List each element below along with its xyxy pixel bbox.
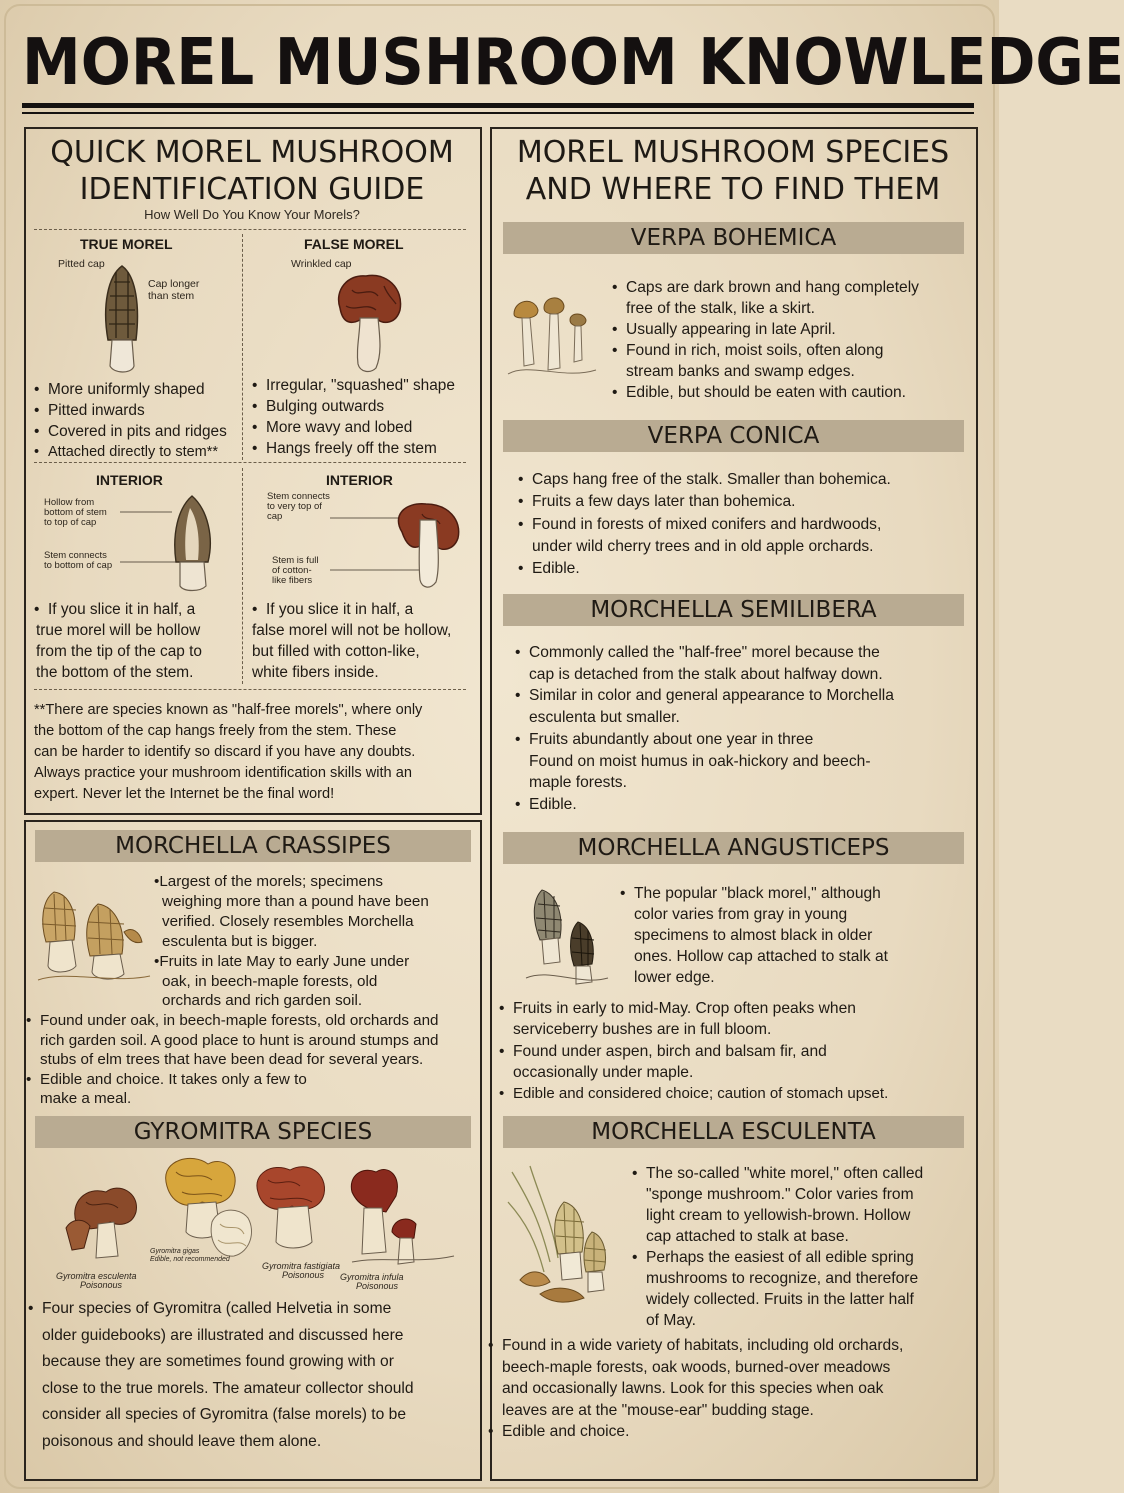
gyromitra-line: because they are sometimes found growing with or: [42, 1353, 394, 1371]
verpa-bohemica-title: VERPA BOHEMICA: [503, 222, 964, 254]
gyromitra-caption-line: Edible, not recommended: [150, 1256, 230, 1263]
false-morel-header: FALSE MOREL: [304, 236, 404, 252]
verpa-bohemica-line: stream banks and swamp edges.: [626, 363, 855, 380]
guide-footnote-line: expert. Never let the Internet be the final word!: [34, 786, 335, 802]
gyromitra-title: GYROMITRA SPECIES: [35, 1116, 471, 1148]
morchella-angusticeps-title: MORCHELLA ANGUSTICEPS: [503, 832, 964, 864]
morchella-angusticeps-side-line: ones. Hollow cap attached to stalk at: [634, 948, 888, 965]
false-morel-trait: • Irregular, "squashed" shape: [250, 375, 472, 396]
interior-true-header: INTERIOR: [96, 472, 163, 488]
gyromitra-infula-caption: [340, 1273, 404, 1291]
species-heading-line1: MOREL MUSHROOM SPECIES: [516, 135, 950, 170]
gyromitra-gigas-caption: [150, 1248, 230, 1264]
guide-footnote-line: the bottom of the cap hangs freely from the stem. These: [34, 723, 397, 739]
guide-footnote: [34, 700, 474, 805]
true-morel-header: TRUE MOREL: [80, 236, 173, 252]
morchella-semilibera-line: cap is detached from the stalk about halfway down.: [529, 665, 883, 683]
true-morel-cap-label: Pitted cap: [58, 258, 105, 270]
morchella-angusticeps-line: • Found under aspen, birch and balsam fir, and: [497, 1041, 971, 1062]
gyromitra-line: consider all species of Gyromitra (false morels) to be: [42, 1406, 406, 1424]
title-rule-thin: [22, 112, 974, 114]
morchella-angusticeps-side-line: color varies from gray in young: [634, 906, 848, 923]
verpa-conica-line: • Found in forests of mixed conifers and hardwoods,: [516, 514, 966, 536]
interior-false-full-line: Stem is full: [272, 555, 319, 566]
morchella-esculenta-side-line: of May.: [646, 1312, 696, 1329]
gyromitra-caption-line: Poisonous: [282, 1270, 325, 1280]
interior-true-stem-label: [44, 551, 112, 571]
morchella-crassipes-side-line: orchards and rich garden soil.: [162, 992, 363, 1010]
morchella-esculenta-side-line: widely collected. Fruits in the latter half: [646, 1291, 914, 1308]
interior-false-text-line: false morel will not be hollow,: [252, 622, 452, 639]
morchella-esculenta-side-line: mushrooms to recognize, and therefore: [646, 1270, 919, 1287]
interior-false-text-line: but filled with cotton-like,: [252, 643, 420, 660]
interior-true-hollow-line: to top of cap: [44, 517, 97, 528]
morchella-semilibera-line: maple forests.: [529, 774, 627, 792]
interior-false-illustration: [330, 494, 470, 594]
gyromitra-caption-line: Poisonous: [356, 1281, 399, 1291]
true-morel-trait: • Attached directly to stem**: [32, 442, 240, 463]
guide-subtitle: How Well Do You Know Your Morels?: [144, 207, 360, 222]
interior-true-illustration: [120, 490, 224, 594]
verpa-bohemica-line: • Caps are dark brown and hang completely: [610, 277, 970, 298]
verpa-conica-text: [516, 469, 966, 580]
morchella-crassipes-side-line: weighing more than a pound have been: [162, 892, 429, 910]
verpa-bohemica-line: • Edible, but should be eaten with caution.: [610, 382, 970, 403]
morchella-crassipes-side-line: •Fruits in late May to early June under: [154, 952, 410, 970]
morchella-esculenta-title: MORCHELLA ESCULENTA: [503, 1116, 964, 1148]
guide-divider-bottom: [34, 689, 466, 690]
interior-false-top-line: cap: [267, 511, 283, 522]
true-morel-stem-label-1: Cap longer: [148, 278, 200, 290]
morchella-esculenta-text: [486, 1335, 972, 1443]
verpa-bohemica-line: free of the stalk, like a skirt.: [626, 300, 815, 317]
guide-heading-line1: QUICK MOREL MUSHROOM: [50, 135, 454, 170]
false-morel-cap-label: Wrinkled cap: [291, 258, 352, 270]
guide-divider-vertical-lower: [242, 468, 243, 684]
gyromitra-caption-line: Poisonous: [80, 1280, 123, 1290]
morchella-semilibera-line: Found on moist humus in oak-hickory and beech-: [529, 752, 871, 770]
morchella-esculenta-side-line: "sponge mushroom." Color varies from: [646, 1186, 914, 1203]
morchella-crassipes-line: stubs of elm trees that have been dead for several years.: [40, 1051, 424, 1069]
morchella-esculenta-side-line: light cream to yellowish-brown. Hollow: [646, 1207, 911, 1224]
verpa-conica-title: VERPA CONICA: [503, 420, 964, 452]
morchella-angusticeps-line: serviceberry bushes are in full bloom.: [513, 1021, 772, 1039]
true-morel-trait: • Covered in pits and ridges: [32, 421, 240, 442]
verpa-bohemica-text: [610, 277, 970, 403]
morchella-semilibera-line: • Edible.: [513, 794, 969, 816]
guide-footnote-line: **There are species known as "half-free morels", where only: [34, 702, 423, 718]
guide-footnote-line: can be harder to identify so discard if you have any doubts.: [34, 744, 416, 760]
gyromitra-line: poisonous and should leave them alone.: [42, 1432, 322, 1450]
interior-false-top-line: to very top of: [267, 501, 322, 512]
false-morel-trait: • More wavy and lobed: [250, 417, 472, 438]
interior-false-text-line: white fibers inside.: [252, 664, 379, 681]
gyromitra-fastigiata-caption: [262, 1262, 340, 1280]
interior-true-text: [32, 599, 240, 683]
morchella-semilibera-line: • Similar in color and general appearance to Morchella: [513, 685, 969, 707]
title-rule-thick: [22, 103, 974, 108]
morchella-crassipes-side-line: oak, in beech-maple forests, old: [162, 972, 378, 990]
gyromitra-text: [26, 1296, 478, 1456]
morchella-esculenta-side-line: • Perhaps the easiest of all edible spring: [630, 1247, 970, 1268]
false-morel-illustration: [330, 268, 408, 376]
false-morel-trait: • Hangs freely off the stem: [250, 438, 472, 459]
morchella-crassipes-side-text: [154, 872, 474, 1011]
morchella-semilibera-line: • Commonly called the "half-free" morel because the: [513, 642, 969, 664]
interior-true-hollow-label: [44, 498, 107, 528]
interior-false-full-line: of cotton-: [272, 565, 312, 576]
morchella-crassipes-side-line: esculenta but is bigger.: [162, 932, 318, 950]
morchella-semilibera-line: • Fruits abundantly about one year in three: [513, 729, 969, 751]
interior-false-top-label: [267, 492, 330, 522]
interior-true-hollow-line: bottom of stem: [44, 507, 107, 518]
morchella-esculenta-line: • Edible and choice.: [486, 1421, 972, 1443]
gyromitra-line: older guidebooks) are illustrated and discussed here: [42, 1326, 404, 1344]
morchella-crassipes-line: rich garden soil. A good place to hunt is around stumps and: [40, 1031, 439, 1049]
interior-false-full-line: like fibers: [272, 575, 313, 586]
morchella-semilibera-title: MORCHELLA SEMILIBERA: [503, 594, 964, 626]
morchella-crassipes-text: [24, 1011, 478, 1109]
true-morel-illustration: [92, 262, 152, 378]
verpa-bohemica-line: • Found in rich, moist soils, often along: [610, 340, 970, 361]
morchella-crassipes-illustration: [36, 882, 152, 986]
interior-false-text: [250, 599, 476, 683]
morchella-crassipes-line: make a meal.: [40, 1090, 132, 1108]
interior-false-top-line: Stem connects: [267, 491, 330, 502]
morchella-crassipes-line: • Edible and choice. It takes only a few to: [24, 1070, 478, 1090]
species-heading-line2: AND WHERE TO FIND THEM: [525, 172, 941, 207]
interior-true-text-line: • If you slice it in half, a: [32, 599, 240, 620]
gyromitra-esculenta-caption: [56, 1272, 137, 1290]
morchella-crassipes-line: • Found under oak, in beech-maple forests, old orchards and: [24, 1011, 478, 1031]
morchella-esculenta-side-line: cap attached to stalk at base.: [646, 1228, 849, 1245]
morchella-angusticeps-line: • Edible and considered choice; caution of stomach upset.: [497, 1083, 971, 1104]
guide-divider-vertical-upper: [242, 234, 243, 460]
morchella-semilibera-line: esculenta but smaller.: [529, 709, 680, 727]
interior-false-full-label: [272, 556, 318, 586]
guide-footnote-line: Always practice your mushroom identification skills with an: [34, 765, 412, 781]
interior-true-text-line: the bottom of the stem.: [36, 664, 194, 681]
verpa-bohemica-line: • Usually appearing in late April.: [610, 319, 970, 340]
morchella-crassipes-side-line: verified. Closely resembles Morchella: [162, 912, 414, 930]
verpa-conica-line: • Fruits a few days later than bohemica.: [516, 491, 966, 513]
true-morel-traits: [32, 379, 240, 463]
interior-true-stem-line: to bottom of cap: [44, 560, 113, 571]
interior-true-stem-line: Stem connects: [44, 550, 107, 561]
morchella-semilibera-text: [513, 642, 969, 816]
interior-false-text-line: • If you slice it in half, a: [250, 599, 476, 620]
gyromitra-caption-line: Gyromitra gigas: [150, 1248, 200, 1255]
morchella-angusticeps-side-line: lower edge.: [634, 969, 715, 986]
interior-true-text-line: from the tip of the cap to: [36, 643, 202, 660]
verpa-conica-line: • Caps hang free of the stalk. Smaller than bohemica.: [516, 469, 966, 491]
morchella-angusticeps-line: • Fruits in early to mid-May. Crop often peaks when: [497, 998, 971, 1019]
interior-true-hollow-line: Hollow from: [44, 497, 95, 508]
morchella-esculenta-side-line: • The so-called "white morel," often called: [630, 1163, 970, 1184]
interior-false-header: INTERIOR: [326, 472, 393, 488]
verpa-bohemica-illustration: [504, 290, 600, 386]
morchella-esculenta-line: and occasionally lawns. Look for this species when oak: [502, 1380, 884, 1398]
morchella-angusticeps-side-line: • The popular "black morel," although: [618, 883, 968, 904]
interior-true-text-line: true morel will be hollow: [36, 622, 201, 639]
morchella-esculenta-side-text: [630, 1163, 970, 1331]
page-title: MOREL MUSHROOM KNOWLEDGE: [22, 24, 1124, 100]
morchella-esculenta-line: • Found in a wide variety of habitats, including old orchards,: [486, 1335, 972, 1357]
gyromitra-line: • Four species of Gyromitra (called Helvetia in some: [26, 1296, 478, 1323]
true-morel-stem-label-2: than stem: [148, 290, 195, 302]
morchella-angusticeps-line: occasionally under maple.: [513, 1063, 694, 1081]
morchella-angusticeps-side-line: specimens to almost black in older: [634, 927, 873, 944]
gyromitra-caption-line: Gyromitra infula: [340, 1272, 404, 1282]
gyromitra-caption-line: Gyromitra fastigiata: [262, 1261, 341, 1271]
morchella-esculenta-illustration: [500, 1162, 632, 1312]
false-morel-traits: [250, 375, 472, 459]
guide-divider-top: [34, 229, 466, 230]
gyromitra-line: close to the true morels. The amateur collector should: [42, 1379, 414, 1397]
false-morel-trait: • Bulging outwards: [250, 396, 472, 417]
morchella-angusticeps-text: [497, 998, 971, 1104]
verpa-conica-line: • Edible.: [516, 558, 966, 580]
true-morel-trait: • More uniformly shaped: [32, 379, 240, 400]
gyromitra-illustration: [62, 1152, 458, 1282]
morchella-angusticeps-illustration: [520, 882, 612, 990]
guide-heading-line2: IDENTIFICATION GUIDE: [79, 172, 425, 207]
true-morel-trait: • Pitted inwards: [32, 400, 240, 421]
gyromitra-caption-line: Gyromitra esculenta: [56, 1271, 137, 1281]
morchella-angusticeps-side-text: [618, 883, 968, 988]
morchella-esculenta-line: leaves are at the "mouse-ear" budding stage.: [502, 1401, 814, 1419]
morchella-crassipes-title: MORCHELLA CRASSIPES: [35, 830, 471, 862]
morchella-crassipes-side-line: •Largest of the morels; specimens: [154, 873, 384, 890]
morchella-esculenta-line: beech-maple forests, oak woods, burned-over meadows: [502, 1358, 891, 1376]
verpa-conica-line: under wild cherry trees and in old apple orchards.: [532, 537, 874, 555]
